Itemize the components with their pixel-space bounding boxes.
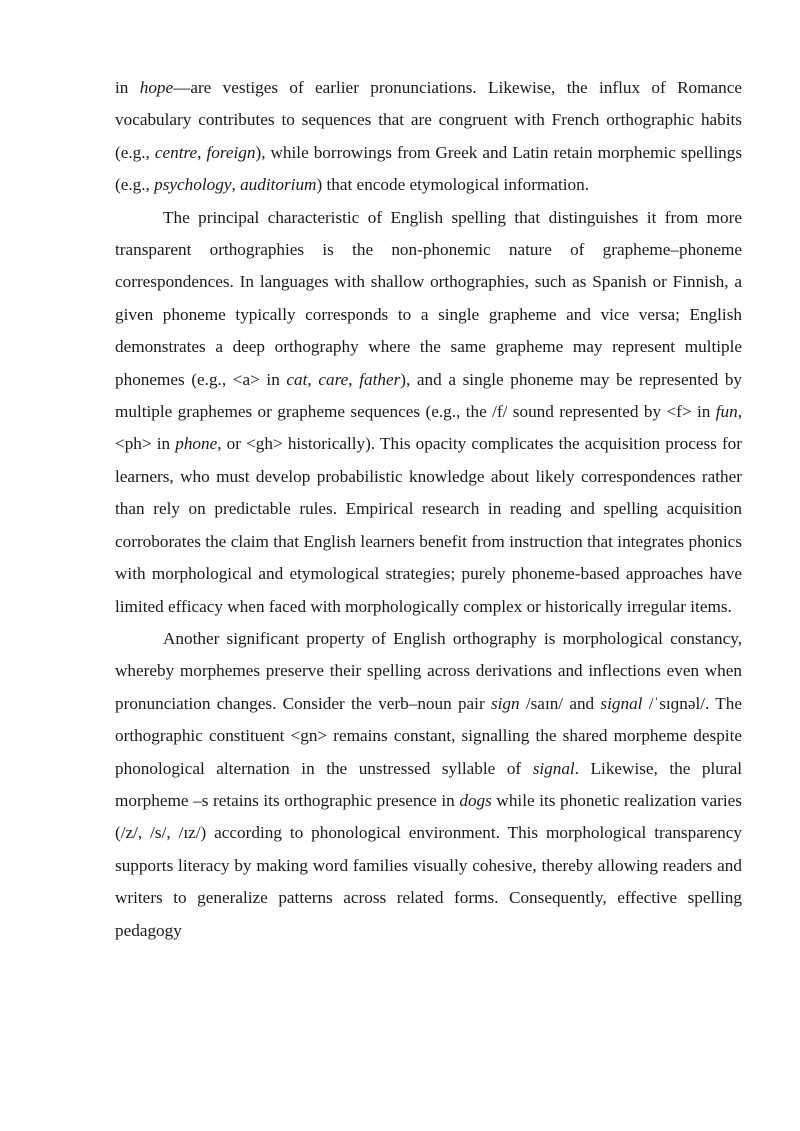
document-body <box>115 72 742 947</box>
text-run: /saɪn/ and <box>519 693 601 713</box>
italic-term: fun <box>715 402 738 422</box>
text-run: ), and a single phoneme may be represented by multiple graphemes or grapheme sequences (e.g., the /f/ sound represented by <f> in <box>115 369 743 422</box>
text-run: ), while borrowings from Greek and Latin retain morphemic spellings (e.g., <box>115 142 743 195</box>
italic-term: phone <box>175 434 218 454</box>
text-run: in <box>115 78 140 97</box>
italic-term: care <box>318 369 349 389</box>
italic-term: auditorium <box>240 175 317 195</box>
italic-term: psychology <box>154 175 232 195</box>
paragraph-2 <box>115 202 742 623</box>
text-run: , <ph> in <box>115 402 742 454</box>
italic-term: hope <box>139 78 174 97</box>
italic-term: centre <box>154 142 198 162</box>
text-run: . Likewise, the plural morpheme –s retains its orthographic presence in <box>115 758 742 810</box>
italic-term: foreign <box>206 142 256 162</box>
text-run: ) that encode etymological information. <box>316 175 589 195</box>
text-run: The principal characteristic of English spelling that distinguishes it from more transparent orthographies is the non-phonemic nature of grapheme–phoneme correspondences. In languages with shallow orthographies, such as Spanish or Finnish, a given phoneme typically corresponds to a single grapheme and vice versa; English demonstrates a deep orthography where the same grapheme may represent multiple phonemes (e.g., <a> in <box>115 207 742 389</box>
paragraph-3 <box>115 623 742 947</box>
paragraph-1 <box>115 72 742 202</box>
text-run: , or <gh> historically). This opacity complicates the acquisition process for learners, who must develop probabilistic knowledge about likely correspondences rather than rely on predictable rules. Empirical research in reading and spelling acquisition corroborates the claim that English learners benefit from instruction that integrates phonics with morphological and etymological strategies; purely phoneme-based approaches have limited efficacy when faced with morphologically complex or historically irregular items. <box>115 434 742 616</box>
italic-term: father <box>359 369 401 389</box>
text-run: while its phonetic realization varies (/z/, /s/, /ɪz/) according to phonological environment. This morphological transparency supports literacy by making word families visually cohesive, thereby allowing readers and writers to generalize patterns across related forms. Consequently, effective spelling pedagogy <box>115 790 742 940</box>
text-run: , <box>307 369 319 389</box>
text-run: Another significant property of English orthography is morphological constancy, whereby morphemes preserve their spelling across derivations and inflections even when pronunciation changes. Consider the verb–noun pair <box>115 628 742 713</box>
text-run: —are vestiges of earlier pronunciations. Likewise, the influx of Romance vocabulary contributes to sequences that are congruent with French orthographic habits (e.g., <box>115 78 742 162</box>
italic-term: signal <box>600 693 643 713</box>
text-run: , <box>348 369 360 389</box>
text-run: , <box>231 175 241 195</box>
text-run: /ˈsɪɡnəl/. The orthographic constituent <gn> remains constant, signalling the shared morpheme despite phonological alternation in the unstressed syllable of <box>115 693 742 778</box>
italic-term: cat <box>286 369 308 389</box>
italic-term: sign <box>490 693 520 713</box>
italic-term: signal <box>532 758 575 778</box>
italic-term: dogs <box>459 790 492 810</box>
text-run: , <box>197 142 207 162</box>
